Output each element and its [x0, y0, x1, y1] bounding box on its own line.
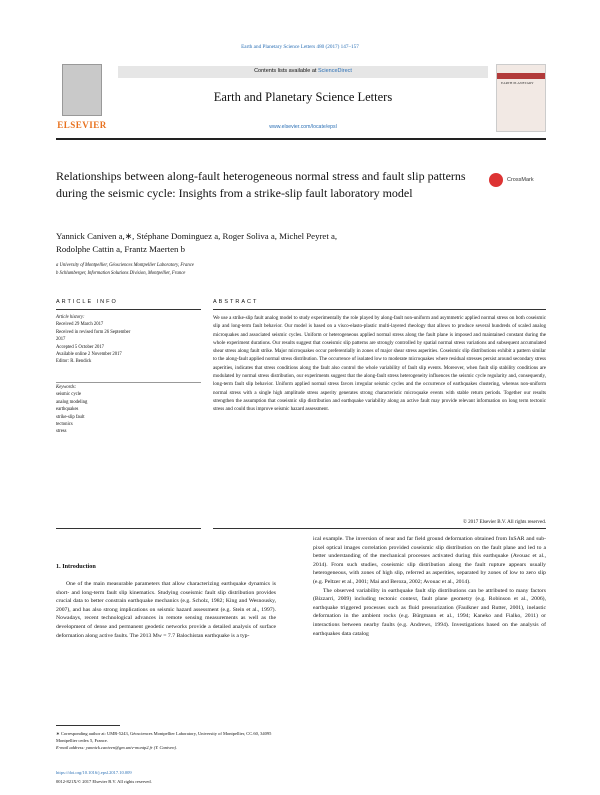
elsevier-logo: [56, 64, 108, 130]
article-info-rule: [56, 309, 201, 310]
crossmark-badge[interactable]: [489, 173, 545, 187]
intro-paragraph: The observed variability in earthquake fault slip distributions can be attributed to many factors (Bizzarri, 2009) including tectonic context, fault plane geometry (e.g. Robinson et al., 2006), earthquake triggered processes such as fluid pressurization (Faulkner and Rutter, 2001), inelastic deformation in the ambient rocks (e.g. Bürgmann et al., 1994; Kaneko and Fialko, 2011) or interactions between nearby faults (e.g. Andrews, 1994). Investigations based on the analysis of earthquakes data catalog: [313, 587, 546, 637]
history-received: Received 29 March 2017: [56, 322, 104, 328]
abstract-body: We use a strike-slip fault analog model to study experimentally the role played by along-fault non-uniform and asymmetric applied normal stress on both coseismic slip and long-term fault behavior. Our model is based on a visco-elasto-plastic multi-layered rheology that allows to produce several hundreds of scaled analog microquakes and associated seismic cycles. Uniform or heterogeneous applied normal stress along the fault plane is imposed and maintained constant during the whole experiment durations. Our results suggest that coseismic slip patterns are strongly controlled by spatial normal stress variations and subsequent accumulated shear stress along fault strike. Major microquakes occur preferentially in zones of major shear stress asperities. Coseismic slip distributions exhibit a pattern similar to the along-fault applied normal stress distribution. The occurrence of isolated low to moderate microquakes where residual stresses persist around secondary stress asperities, indicates that stress conditions along the fault also control the whole variability of fault slip events. Moreover, when fault slip stability conditions are modulated by normal stress distribution, our experiments suggest that the along-fault stress heterogeneity influences the seismic cycle regularity and, consequently, long-term fault slip behavior. Uniform applied normal stress favors irregular seismic cycles and the occurrence of earthquakes clustering, whereas non-uniform normal stress with a single high amplitude stress asperity generates strong characteristic microquake events with stable return periods. Together our results strengthen the assumption that coseismic slip distribution and earthquake variability along an active fault may provide relevant information on long term tectonic stress and could thus improve seismic hazard assessment.: [213, 315, 546, 413]
journal-cover-thumbnail: [496, 64, 546, 132]
intro-column-2: [313, 535, 546, 638]
history-online: Available online 2 November 2017: [56, 352, 122, 358]
abstract-rule: [213, 309, 546, 310]
article-title: Relationships between along-fault heterogeneous normal stress and fault slip patterns during the seismic cycle: Insights from a strike-slip fault laboratory model: [56, 169, 466, 200]
journal-url-link[interactable]: www.elsevier.com/locate/epsl: [269, 124, 337, 130]
authors-line-1: Yannick Caniven a,∗, Stéphane Dominguez a, Roger Soliva a, Michel Peyret a,: [56, 231, 338, 241]
issn-line: 0012-821X/© 2017 Elsevier B.V. All rights reserved.: [56, 779, 152, 784]
elsevier-tree-icon: [62, 64, 102, 116]
keywords: [56, 384, 201, 436]
keyword: analog modeling: [56, 399, 88, 405]
abstract-copyright: © 2017 Elsevier B.V. All rights reserved.: [463, 519, 546, 525]
journal-reference[interactable]: Earth and Planetary Science Letters 480 (2017) 147–157: [241, 44, 359, 50]
history-revised: Received in revised form 26 September: [56, 329, 131, 335]
keyword: stress: [56, 429, 67, 435]
corresponding-author-note: ∗ Corresponding author at: UMR-5243, Géosciences Montpellier Laboratory, University of Montpellier, CC.60, 34095 Montpellier cedex 5, France.: [56, 731, 272, 743]
doi-link[interactable]: https://doi.org/10.1016/j.epsl.2017.10.009: [56, 770, 132, 775]
info-bottom-rule: [56, 528, 201, 529]
email-note[interactable]: E-mail address: yannick.caniven@gm.univ-montp2.fr (Y. Caniven).: [56, 745, 178, 750]
history-label: Article history:: [56, 315, 85, 320]
keywords-label: Keywords:: [56, 385, 77, 390]
article-info-heading: ARTICLE INFO: [56, 299, 118, 305]
keyword: tectonics: [56, 422, 73, 428]
history-revised-year: 2017: [56, 337, 66, 343]
intro-column-1: One of the main measurable parameters that allow characterizing earthquake dynamics is short- and long-term fault slip kinematics. Studying coseismic fault slip distribution provides crucial data to better constrain earthquake mechanics (e.g. Scholz, 1982; King and Wesnousky, 2007), and has also strong implications on seismic hazard assessment (e.g. Stein et al., 1997). Nowadays, recent technological advances in remote sensing measurements as well as the development of dense and permanent geodetic networks provide a detailed analysis of surface deformation along active faults. The 2013 Mw = 7.7 Balochistan earthquake is a typ-: [56, 581, 276, 639]
article-history: [56, 314, 201, 366]
keywords-rule: [56, 382, 201, 383]
abstract-heading: ABSTRACT: [213, 299, 259, 305]
footnote-rule: [56, 725, 120, 726]
journal-title: Earth and Planetary Science Letters: [213, 90, 393, 104]
intro-paragraph: ical example. The inversion of near and far field ground deformation obtained from InSAR and sub-pixel optical images correlation provided coseismic slip distribution on the fault plane and led to a better understanding of the mechanical processes activated during this earthquake (Avouac et al., 2014). From such studies, coseismic slip distribution along the fault rupture appears usually heterogeneous, with zones of high slip, referred as asperities, separated by zones of low to zero slip (e.g. Peltzer et al., 2001; Mai and Beroza, 2002; Avouac et al., 2014).: [313, 536, 546, 585]
abstract-bottom-rule: [213, 528, 546, 529]
contents-prefix: Contents lists available at: [254, 68, 317, 74]
publisher-name: ELSEVIER: [57, 120, 107, 130]
keyword: strike-slip fault: [56, 414, 85, 420]
crossmark-label: CrossMark: [507, 177, 534, 183]
header-divider: [56, 138, 546, 140]
affiliation-a: a University of Montpellier, Géosciences Montpellier Laboratory, France: [56, 263, 194, 268]
section-heading: 1. Introduction: [56, 563, 96, 570]
history-accepted: Accepted 5 October 2017: [56, 344, 105, 350]
sciencedirect-link[interactable]: ScienceDirect: [317, 68, 352, 74]
affiliations: [56, 262, 486, 278]
author-list: [56, 230, 486, 256]
cover-text: EARTH PLANETARY: [501, 81, 534, 85]
crossmark-icon: [489, 173, 503, 187]
affiliation-b: b Schlumberger, Information Solutions Division, Montpellier, France: [56, 271, 186, 276]
authors-line-2: Rodolphe Cattin a, Frantz Maerten b: [56, 244, 185, 254]
footnote: [56, 730, 276, 751]
keyword: earthquakes: [56, 407, 79, 413]
cover-band: [497, 73, 545, 79]
keyword: seismic cycle: [56, 392, 82, 398]
contents-line: [118, 68, 488, 74]
history-editor: Editor: R. Bendick: [56, 359, 92, 365]
